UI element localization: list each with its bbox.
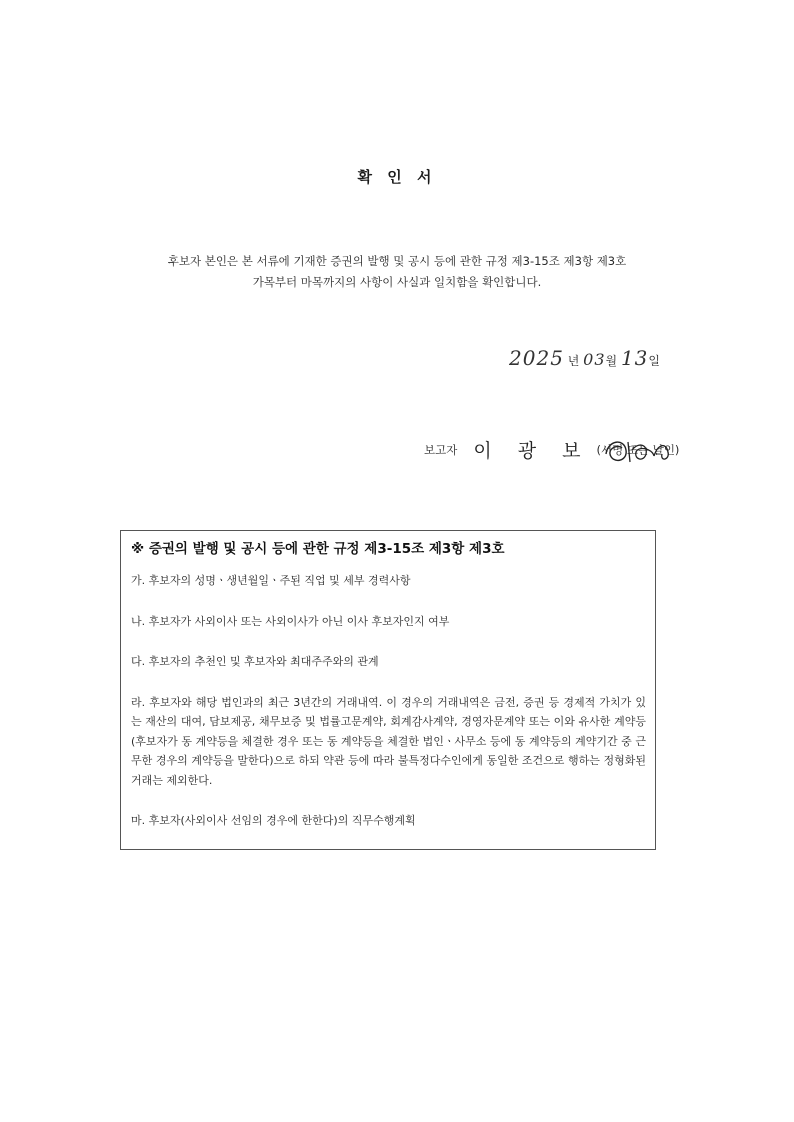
regulation-item-ga: 가. 후보자의 성명ㆍ생년월일ㆍ주된 직업 및 세부 경력사항	[131, 574, 411, 587]
regulation-item-da: 다. 후보자의 추천인 및 후보자와 최대주주와의 관계	[131, 655, 379, 668]
regulation-box	[120, 530, 656, 850]
confirmation-line-2: 가목부터 마목까지의 사항이 사실과 일치함을 확인합니다.	[252, 275, 542, 289]
reporter-signature-line	[424, 436, 679, 463]
regulation-item-na: 나. 후보자가 사외이사 또는 사외이사가 아닌 이사 후보자인지 여부	[131, 614, 450, 628]
date-day: 13	[620, 346, 649, 370]
date-year-unit: 년	[567, 354, 580, 368]
confirmation-statement	[100, 251, 694, 293]
reporter-label: 보고자	[424, 442, 458, 457]
reporter-name: 이 광 보	[473, 440, 591, 462]
date-month: 03	[583, 350, 606, 369]
confirmation-line-1: 후보자 본인은 본 서류에 기재한 증권의 발행 및 공시 등에 관한 규정 제3-15조 제3항 제3호	[167, 254, 627, 268]
date-year: 2025	[509, 346, 564, 370]
signing-date	[509, 346, 660, 370]
document-title: 확 인 서	[357, 168, 437, 186]
date-day-unit: 일	[648, 354, 660, 368]
handwritten-signature-icon	[602, 434, 686, 468]
regulation-item-ma: 마. 후보자(사외이사 선임의 경우에 한한다)의 직무수행계획	[131, 814, 416, 827]
date-month-unit: 월	[605, 354, 618, 368]
regulation-item-ra: 라. 후보자와 해당 법인과의 최근 3년간의 거래내역. 이 경우의 거래내역은 금전, 증권 등 경제적 가치가 있는 재산의 대여, 담보제공, 채무보증 및 법률고문계약, 회계감사계약, 경영자문계약 또는 이와 유사한 계약등(후보자가 동 계약등을 체결한 경우 또는 동 계약등을 체결한 법인ㆍ사무소 등에 동 계약등의 계약기간 중 근무한 경우의 계약등을 말한다)으로 하되 약관 등에 따라 불특정다수인에게 동일한 조건으로 행하는 정형화된 거래는 제외한다.	[131, 695, 646, 787]
seal-instruction: (서명 또는 날인)	[596, 442, 680, 457]
signature-seal	[596, 442, 679, 458]
regulation-heading: ※ 증권의 발행 및 공시 등에 관한 규정 제3-15조 제3항 제3호	[131, 541, 505, 557]
